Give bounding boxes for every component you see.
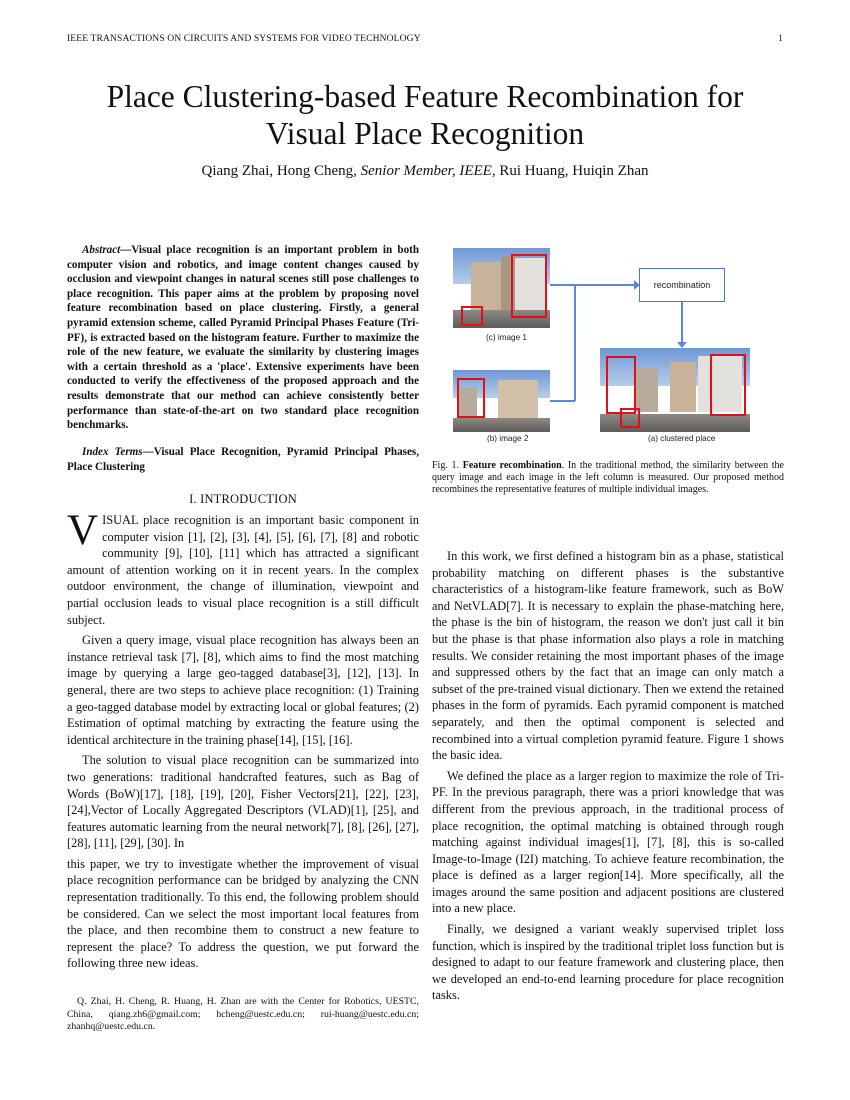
figure-1	[453, 245, 753, 445]
intro-paragraph-2: Given a query image, visual place recognition has always been an instance retrieval task [7], [8], which aims to find the most matching image by querying a large geo-tagged database[3], [12], [13]. In general, there are two steps to achieve place recognition: (1) Training a geo-tagged database model by extracting local or global features; (2) Estimation of optimal matching by extracting the feature using the identical architecture in the training phase[14], [15], [16].	[67, 633, 419, 747]
author-footnote: Q. Zhai, H. Cheng, R. Huang, H. Zhan are with the Center for Robotics, UESTC, China, qiang.zh6@gmail.com; hcheng@uestc.edu.cn; rui-huang@uestc.edu.cn; zhanhq@uestc.edu.cn.	[67, 996, 419, 1033]
section-number: I.	[189, 492, 197, 506]
running-header	[67, 33, 783, 47]
intro-paragraph-3: The solution to visual place recognition can be summarized into two generations: traditional handcrafted features, such as Bag of Words (BoW)[17], [18], [19], [20], Fisher Vectors[21], [22], [23], [24],Vector of Locally Aggregated Descriptors (VLAD)[1], [25], and features automatic learning from the neural network[7], [8], [26], [27], [28], [11], [29], [30]. In	[67, 753, 419, 851]
section-heading	[67, 492, 419, 507]
highlight-box	[461, 306, 483, 326]
index-terms-label: Index Terms	[82, 446, 143, 458]
highlight-box	[620, 408, 640, 428]
label-clustered-place: (a) clustered place	[648, 434, 716, 443]
abstract-label: Abstract	[82, 244, 121, 256]
index-terms-text: —Visual Place Recognition, Pyramid Principal Phases, Place Clustering	[67, 446, 419, 473]
caption-text: . In the traditional method, the similarity between the query image and each image in the left column is measured. Our proposed method recombines the representative features of multiple individual images.	[432, 460, 784, 496]
label-image-1: (c) image 1	[486, 333, 527, 342]
caption-prefix: Fig. 1.	[432, 460, 463, 471]
section-title: INTRODUCTION	[200, 492, 297, 506]
label-image-2: (b) image 2	[487, 434, 529, 443]
intro-paragraph-4: this paper, we try to investigate whether the improvement of visual place recognition performance can be bridged by analyzing the CNN representation traditionally. To this end, the following problem should be considered. Can we select the most important local features from the place, and then recombine them to construct a new feature to represent the place? To address the question, we put forward the following three new ideas.	[67, 856, 419, 971]
caption-bold: Feature recombination	[462, 460, 562, 471]
photo-building	[636, 368, 658, 412]
abstract	[67, 243, 419, 433]
intro-body	[67, 507, 419, 976]
recombination-label: recombination	[653, 280, 711, 290]
highlight-box	[457, 378, 485, 418]
page-number: 1	[778, 33, 783, 44]
highlight-box	[606, 356, 636, 414]
arrowhead	[634, 280, 640, 290]
author-list	[60, 163, 790, 180]
photo-road	[453, 418, 550, 432]
author-names-b: Rui Huang, Huiqin Zhan	[495, 163, 649, 179]
photo-building	[498, 380, 538, 420]
right-paragraph-3: Finally, we designed a variant weakly supervised triplet loss function, which is inspired by the traditional triplet loss function but is designed to adapt to our feature framework and clustering place, then we developed an end-to-end learning procedure for place recognition tasks.	[432, 922, 784, 1003]
figure-caption	[432, 460, 784, 497]
arrow-line	[574, 284, 576, 401]
highlight-box	[511, 254, 547, 318]
arrow-line	[681, 302, 683, 344]
photo-building	[670, 362, 696, 412]
photo-clustered-place	[600, 348, 750, 432]
intro-p1-text: ISUAL place recognition is an important basic component in computer vision [1], [2], [3], [4], [5], [6], [7], [8] and robotic community [9], [10], [11] which has attracted a significant amount of attention working on it in recent years. In the complex outdoor environment, the change of illumination, viewpoint and partial occlusion leads to visual place recognition is a still difficult subject.	[67, 513, 419, 627]
right-column-body	[432, 548, 784, 1008]
paper-title	[60, 78, 790, 152]
photo-image-2	[453, 370, 550, 432]
abstract-text: —Visual place recognition is an important problem in both computer vision and robotics, and image content changes caused by occlusion and viewpoint changes in natural scenes still pose challenges to place recognition. This paper aims at the problem by proposing novel feature recombination based on place clustering. Firstly, a general pyramid extension scheme, called Pyramid Principal Phases Feature (Tri-PF), is extracted based on the histogram feature. Further to maximize the role of the new feature, we evaluate the similarity by clustering images with a certain threshold as a 'place'. Extensive experiments have been conducted to verify the effectiveness of the proposed approach and the results demonstrate that our method can achieve consistently better performance than state-of-the-art on two standard place recognition benchmarks.	[67, 244, 419, 432]
highlight-box	[710, 354, 746, 416]
journal-name: IEEE TRANSACTIONS ON CIRCUITS AND SYSTEMS FOR VIDEO TECHNOLOGY	[67, 33, 421, 44]
right-paragraph-1: In this work, we first defined a histogram bin as a phase, statistical probability matching on different phases is the substantive characteristics of a histogram-like feature framework, such as BoW and NetVLAD[7]. It is necessary to explain the phase-matching here, the phase is the bin of histogram, the reason we don't just call it bin but the phase is that phase information also plays a role in matching results. We consider retaining the most important phases of the image and suppressed others by the fact that an image can only match a subset of the pre-trained visual dictionary. Then we extend the retained phases in the form of pyramids. Each pyramid component is matched separately, and then the optimal component is selected and recombined into a virtual completion pyramid feature. Figure 1 shows the basic idea.	[432, 549, 784, 763]
arrowhead	[677, 342, 687, 348]
drop-cap: V	[67, 507, 99, 554]
title-line-2: Visual Place Recognition	[265, 116, 585, 151]
author-names-a: Qiang Zhai, Hong Cheng,	[201, 163, 361, 179]
arrow-line	[550, 284, 639, 286]
right-paragraph-2: We defined the place as a larger region to maximize the role of Tri-PF. In the previous paragraph, there was a priori knowledge that was different from the previous approach, in the traditional process of place recognition, the optimal matching is obtained through rough matching against individual images[1], [7], [8], this is so-called Image-to-Image (I2I) matching. To achieve feature recombination, the place is defined as a larger region[14]. More specifically, all the images around the same position and adjacent positions are clustered into a new place.	[432, 768, 784, 916]
author-role: Senior Member, IEEE,	[360, 163, 496, 179]
intro-paragraph-1	[67, 507, 419, 628]
title-line-1: Place Clustering-based Feature Recombination for	[106, 79, 744, 114]
index-terms	[67, 445, 419, 474]
recombination-box	[639, 268, 725, 302]
photo-image-1	[453, 248, 550, 328]
arrow-line	[550, 400, 575, 402]
